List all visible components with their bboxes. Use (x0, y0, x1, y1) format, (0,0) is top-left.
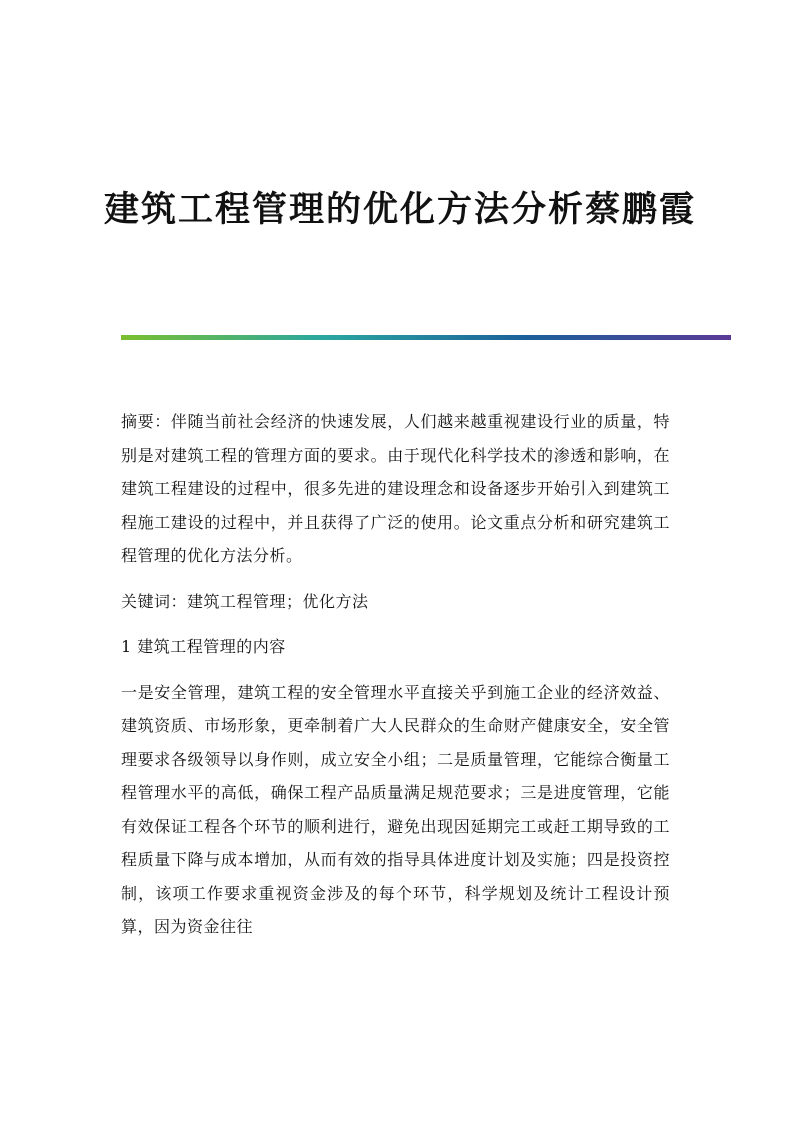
section-paragraph: 一是安全管理，建筑工程的安全管理水平直接关乎到施工企业的经济效益、建筑资质、市场形象，更牵制着广大人民群众的生命财产健康安全，安全管理要求各级领导以身作则，成立安全小组；二是质量管理，它能综合衡量工程管理水平的高低，确保工程产品质量满足规范要求；三是进度管理，它能有效保证工程各个环节的顺利进行，避免出现因延期完工或赶工期导致的工程质量下降与成本增加，从而有效的指导具体进度计划及实施；四是投资控制，该项工作要求重视资金涉及的每个环节，科学规划及统计工程设计预算，因为资金往往 (121, 682, 670, 936)
document-body (121, 405, 670, 956)
section-heading: 1 建筑工程管理的内容 (121, 637, 286, 656)
abstract-paragraph: 摘要：伴随当前社会经济的快速发展，人们越来越重视建设行业的质量，特别是对建筑工程的管理方面的要求。由于现代化科学技术的渗透和影响，在建筑工程建设的过程中，很多先进的建设理念和设备逐步开始引入到建筑工程施工建设的过程中，并且获得了广泛的使用。论文重点分析和研究建筑工程管理的优化方法分析。 (121, 412, 670, 565)
keywords-paragraph: 关键词：建筑工程管理；优化方法 (121, 591, 369, 611)
gradient-divider (121, 335, 731, 340)
page-title: 建筑工程管理的优化方法分析蔡鹏霞 (103, 189, 696, 230)
